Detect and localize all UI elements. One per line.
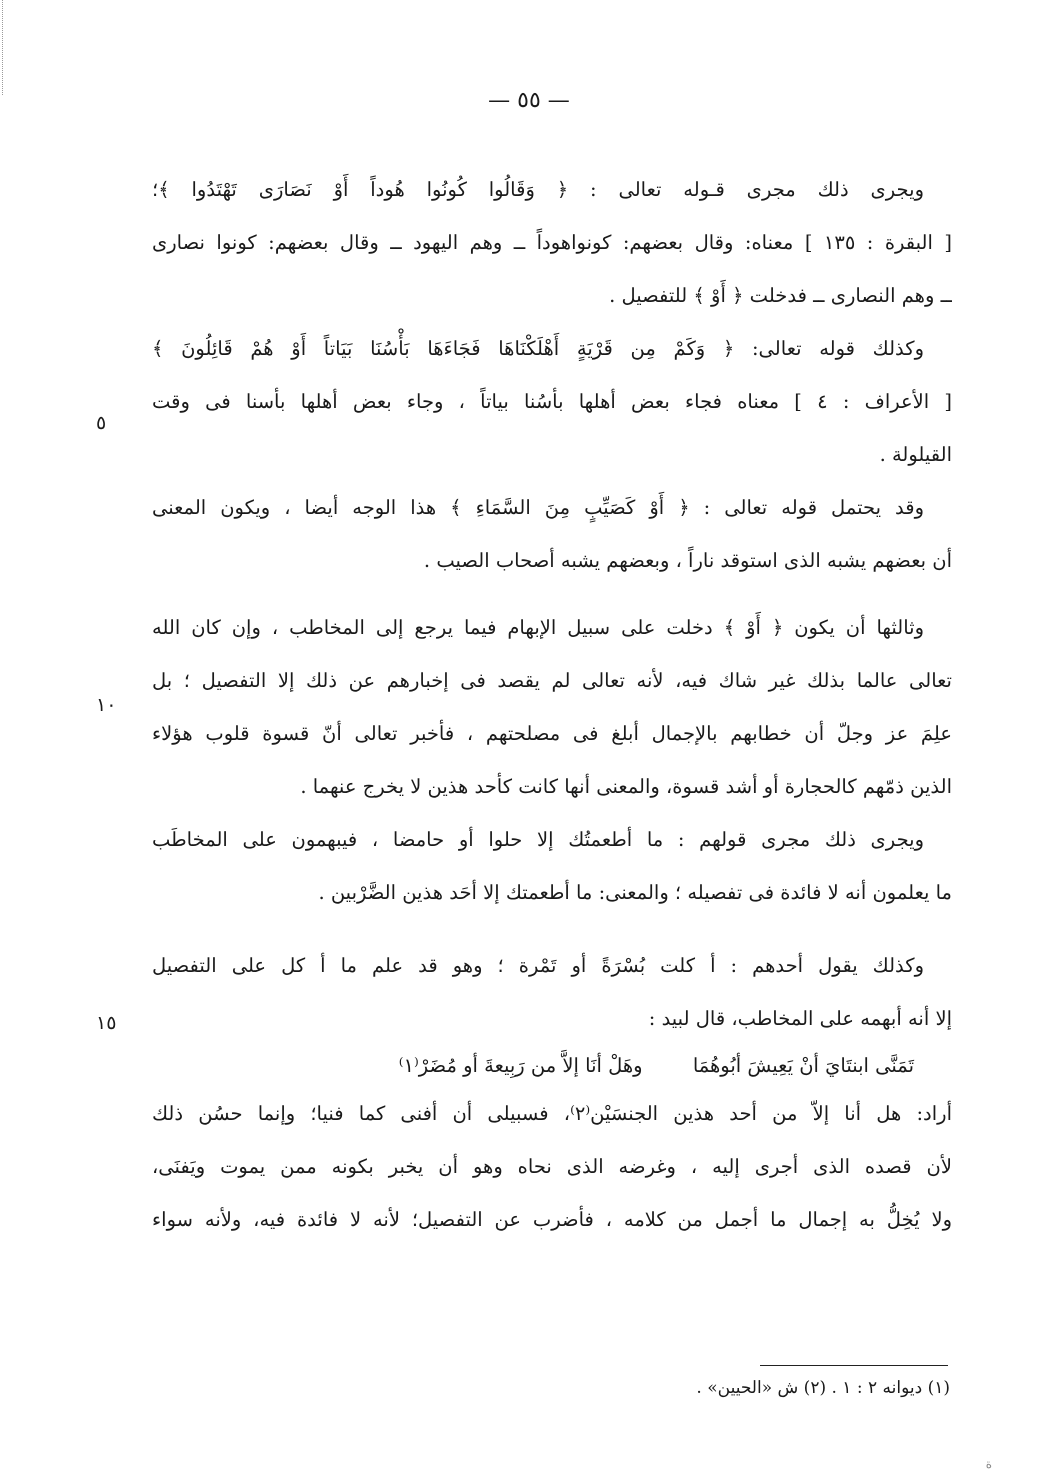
text-line: ويجرى ذلك مجرى قـوله تعالى : ﴿ وَقَالُوا كُونُوا هُوداً أَوْ نَصَارَى تَهْتَدُوا ﴾؛ <box>152 178 924 201</box>
text-line: وثالثها أن يكون ﴿ أَوْ ﴾ دخلت على سبيل الإبهام فيما يرجع إلى المخاطب ، وإن كان الله <box>152 616 924 639</box>
text-line: وكذلك يقول أحدهم : أ كلت بُسْرَةً أو تَمْرة ؛ وهو قد علم ما أ كل على التفصيل <box>152 954 924 977</box>
text-line: لأن قصده الذى أجرى إليه ، وغرضه الذى نحاه وهو أن يخبر بكونه ممن يموت ويَفنَى، <box>152 1155 952 1178</box>
body-text <box>152 163 952 1246</box>
text-line: وقد يحتمل قوله تعالى : ﴿ أَوْ كَصَيِّبٍ مِنَ السَّمَاءِ ﴾ هذا الوجه أيضا ، ويكون المعنى <box>152 496 924 519</box>
line-number-5: ٥ <box>96 412 107 434</box>
corner-mark: ة <box>985 1457 992 1471</box>
text-line: إلا أنه أبهمه على المخاطب، قال لبيد : <box>648 1007 952 1030</box>
text-line: ولا يُخِلُّ به إجمال ما أجمل من كلامه ، فأضرب عن التفصيل؛ لأنه لا فائدة فيه، ولأنه سواء <box>152 1208 952 1231</box>
line-number-15: ١٥ <box>96 1012 117 1034</box>
text-line: تعالى عالما بذلك غير شاك فيه، لأنه تعالى لم يقصد فى إخبارهم عن ذلك إلا التفصيل ؛ بل <box>152 669 952 692</box>
scan-edge-marks <box>2 0 7 95</box>
text-line: ــ وهم النصارى ــ فدخلت ﴿ أَوْ ﴾ للتفصيل . <box>609 284 952 307</box>
text-line: ما يعلمون أنه لا فائدة فى تفصيله ؛ والمعنى: ما أطعمتك إلا أحَد هذين الضَّرْبين . <box>318 881 952 904</box>
text-line: ويجرى ذلك مجرى قولهم : ما أطعمتُك إلا حلوا أو حامضا ، فيبهمون على المخاطَب <box>152 828 924 851</box>
footnote-divider <box>760 1365 948 1366</box>
text-line: الذين ذمّهم كالحجارة أو أشد قسوة، والمعنى أنها كانت كأحد هذين لا يخرج عنهما . <box>300 775 952 798</box>
text-line: وكذلك قوله تعالى: ﴿ وَكَمْ مِن قَرْيَةٍ أَهْلَكْنَاهَا فَجَاءَهَا بَأْسُنَا بَيَاتاً أَوْ هُمْ قَائِلُونَ ﴾ <box>152 337 924 360</box>
text-line: [ البقرة : ١٣٥ ] معناه: وقال بعضهم: كونواهوداً ــ وهم اليهود ــ وقال بعضهم: كونوا نصارى <box>152 231 952 254</box>
verse-second-hemistich: وهَلْ أنَا إلاَّ من رَبِيعةَ أو مُضَرْ⁽١⁾ <box>398 1054 643 1077</box>
page-number: — ٥٥ — <box>488 88 570 113</box>
line-number-10: ١٠ <box>96 694 117 716</box>
text-line: أراد: هل أنا إلاّ من أحد هذين الجنسَيْن⁽٢⁾، فسبيلى أن أفنى كما فنيا؛ وإنما حسُن ذلك <box>152 1102 952 1125</box>
verse-first-hemistich: تَمَنَّى ابنتَايَ أنْ يَعِيشَ أبُوهُمَا <box>692 1054 914 1077</box>
text-line: أن بعضهم يشبه الذى استوقد ناراً ، وبعضهم يشبه أصحاب الصيب . <box>423 549 952 572</box>
text-line: [ الأعراف : ٤ ] معناه فجاء بعض أهلها بأسُنا بياتاً ، وجاء بعض أهلها بأسنا فى وقت <box>152 390 952 413</box>
text-line: القيلولة . <box>879 443 952 466</box>
text-line: علِمَ عز وجلّ أن خطابهم بالإجمال أبلغ فى مصلحتهم ، فأخبر تعالى أنّ قسوة قلوب هؤلاء <box>152 722 952 745</box>
footnote: (١) ديوانه ٢ : ١ . (٢) ش «الحيين» . <box>696 1378 950 1398</box>
poetry-verse <box>152 1045 952 1087</box>
